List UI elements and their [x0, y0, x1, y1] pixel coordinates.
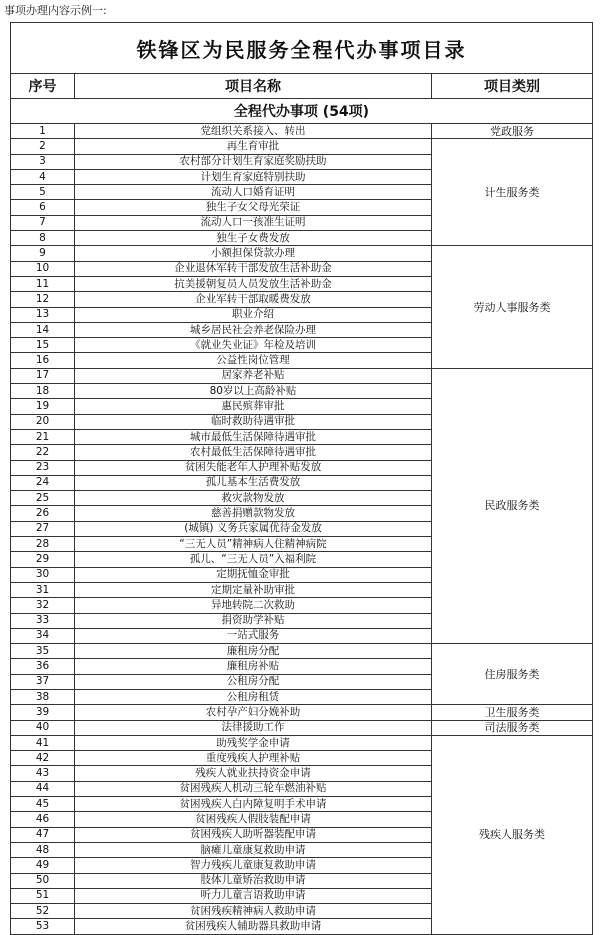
- item-name: 重度残疾人护理补贴: [75, 751, 432, 766]
- item-name: 定期定量补助审批: [75, 582, 432, 597]
- items-body: [11, 124, 593, 935]
- item-number: 29: [11, 552, 75, 567]
- item-number: 36: [11, 659, 75, 674]
- item-number: 9: [11, 246, 75, 261]
- item-name: 贫困残疾人白内障复明手术申请: [75, 797, 432, 812]
- item-number: 10: [11, 261, 75, 276]
- item-name: 再生育审批: [75, 139, 432, 154]
- item-category: 民政服务类: [432, 368, 593, 643]
- item-number: 22: [11, 445, 75, 460]
- item-category: 劳动人事服务类: [432, 246, 593, 368]
- item-name: 《就业失业证》年检及培训: [75, 338, 432, 353]
- item-name: 贫困残疾人辅助器具救助申请: [75, 919, 432, 934]
- item-number: 3: [11, 154, 75, 169]
- item-number: 11: [11, 276, 75, 291]
- section-title: 全程代办事项 (54项): [11, 99, 593, 124]
- item-number: 40: [11, 720, 75, 735]
- item-number: 8: [11, 231, 75, 246]
- catalog-document: [10, 22, 592, 935]
- item-number: 13: [11, 307, 75, 322]
- item-number: 53: [11, 919, 75, 934]
- item-number: 42: [11, 751, 75, 766]
- item-number: 47: [11, 827, 75, 842]
- item-number: 41: [11, 735, 75, 750]
- item-number: 51: [11, 888, 75, 903]
- item-name: 独生子女父母光荣证: [75, 200, 432, 215]
- item-number: 20: [11, 414, 75, 429]
- item-name: (城镇) 义务兵家属优待金发放: [75, 521, 432, 536]
- item-number: 46: [11, 812, 75, 827]
- item-name: 孤儿、“三无人员”入福利院: [75, 552, 432, 567]
- item-category: 计生服务类: [432, 139, 593, 246]
- header-seq: 序号: [11, 74, 75, 99]
- item-name: 小额担保贷款办理: [75, 246, 432, 261]
- item-number: 1: [11, 124, 75, 139]
- item-name: 定期抚恤金审批: [75, 567, 432, 582]
- item-name: 廉租房补贴: [75, 659, 432, 674]
- item-name: 救灾款物发放: [75, 491, 432, 506]
- item-name: 肢体儿童矫治救助申请: [75, 873, 432, 888]
- item-name: 捐资助学补贴: [75, 613, 432, 628]
- item-number: 2: [11, 139, 75, 154]
- item-number: 19: [11, 399, 75, 414]
- item-name: 独生子女费发放: [75, 231, 432, 246]
- table-row: [11, 644, 593, 659]
- item-number: 27: [11, 521, 75, 536]
- item-name: 农村最低生活保障待遇审批: [75, 445, 432, 460]
- item-name: 企业退休军转干部发放生活补助金: [75, 261, 432, 276]
- item-name: 听力儿童言语救助申请: [75, 888, 432, 903]
- item-number: 7: [11, 215, 75, 230]
- item-number: 35: [11, 644, 75, 659]
- item-name: 城市最低生活保障待遇审批: [75, 429, 432, 444]
- item-name: 贫困残疾人助听器装配申请: [75, 827, 432, 842]
- item-name: 流动人口婚育证明: [75, 185, 432, 200]
- item-number: 24: [11, 475, 75, 490]
- item-name: 贫困残疾精神病人救助申请: [75, 904, 432, 919]
- item-number: 43: [11, 766, 75, 781]
- document-title: 铁锋区为民服务全程代办事项目录: [11, 23, 593, 74]
- item-name: 流动人口一孩准生证明: [75, 215, 432, 230]
- item-number: 16: [11, 353, 75, 368]
- item-number: 17: [11, 368, 75, 383]
- item-number: 4: [11, 169, 75, 184]
- table-row: [11, 139, 593, 154]
- item-number: 28: [11, 537, 75, 552]
- item-number: 32: [11, 598, 75, 613]
- item-name: 80岁以上高龄补贴: [75, 384, 432, 399]
- header-category: 项目类别: [432, 74, 593, 99]
- item-number: 44: [11, 781, 75, 796]
- item-number: 39: [11, 705, 75, 720]
- item-category: 党政服务: [432, 124, 593, 139]
- item-number: 14: [11, 322, 75, 337]
- item-name: 贫困失能老年人护理补贴发放: [75, 460, 432, 475]
- item-number: 37: [11, 674, 75, 689]
- item-name: 残疾人就业扶持资金申请: [75, 766, 432, 781]
- item-category: 司法服务类: [432, 720, 593, 735]
- item-name: 临时救助待遇审批: [75, 414, 432, 429]
- item-name: 一站式服务: [75, 628, 432, 643]
- item-name: 公益性岗位管理: [75, 353, 432, 368]
- item-number: 12: [11, 292, 75, 307]
- item-name: 惠民殡葬审批: [75, 399, 432, 414]
- table-row: [11, 735, 593, 750]
- item-name: 公租房分配: [75, 674, 432, 689]
- item-number: 6: [11, 200, 75, 215]
- item-name: 城乡居民社会养老保险办理: [75, 322, 432, 337]
- item-number: 38: [11, 689, 75, 704]
- item-name: 脑瘫儿童康复救助申请: [75, 842, 432, 857]
- item-name: 法律援助工作: [75, 720, 432, 735]
- caption: 事项办理内容示例一:: [4, 4, 107, 17]
- item-category: 残疾人服务类: [432, 735, 593, 934]
- item-name: 公租房租赁: [75, 689, 432, 704]
- item-number: 48: [11, 842, 75, 857]
- catalog-table: [10, 22, 593, 935]
- item-name: 异地转院二次救助: [75, 598, 432, 613]
- item-name: “三无人员”精神病人住精神病院: [75, 537, 432, 552]
- item-number: 30: [11, 567, 75, 582]
- table-row: [11, 124, 593, 139]
- item-category: 卫生服务类: [432, 705, 593, 720]
- item-category: 住房服务类: [432, 644, 593, 705]
- item-name: 助残奖学金申请: [75, 735, 432, 750]
- header-name: 项目名称: [75, 74, 432, 99]
- item-number: 21: [11, 429, 75, 444]
- item-number: 49: [11, 858, 75, 873]
- table-row: [11, 246, 593, 261]
- item-name: 农村孕产妇分娩补助: [75, 705, 432, 720]
- item-number: 50: [11, 873, 75, 888]
- item-name: 贫困残疾人机动三轮车燃油补贴: [75, 781, 432, 796]
- item-name: 计划生育家庭特别扶助: [75, 169, 432, 184]
- item-name: 居家养老补贴: [75, 368, 432, 383]
- item-number: 45: [11, 797, 75, 812]
- item-name: 廉租房分配: [75, 644, 432, 659]
- item-number: 15: [11, 338, 75, 353]
- item-name: 党组织关系接入、转出: [75, 124, 432, 139]
- item-name: 职业介绍: [75, 307, 432, 322]
- item-name: 智力残疾儿童康复救助申请: [75, 858, 432, 873]
- item-name: 孤儿基本生活费发放: [75, 475, 432, 490]
- item-number: 25: [11, 491, 75, 506]
- table-row: [11, 720, 593, 735]
- table-row: [11, 705, 593, 720]
- item-number: 5: [11, 185, 75, 200]
- item-number: 33: [11, 613, 75, 628]
- item-number: 26: [11, 506, 75, 521]
- item-number: 52: [11, 904, 75, 919]
- item-number: 23: [11, 460, 75, 475]
- item-name: 慈善捐赠款物发放: [75, 506, 432, 521]
- item-number: 18: [11, 384, 75, 399]
- table-row: [11, 368, 593, 383]
- item-name: 贫困残疾人假肢装配申请: [75, 812, 432, 827]
- item-name: 农村部分计划生育家庭奖励扶助: [75, 154, 432, 169]
- item-name: 企业军转干部取暖费发放: [75, 292, 432, 307]
- item-number: 34: [11, 628, 75, 643]
- item-name: 抗美援朝复员人员发放生活补助金: [75, 276, 432, 291]
- item-number: 31: [11, 582, 75, 597]
